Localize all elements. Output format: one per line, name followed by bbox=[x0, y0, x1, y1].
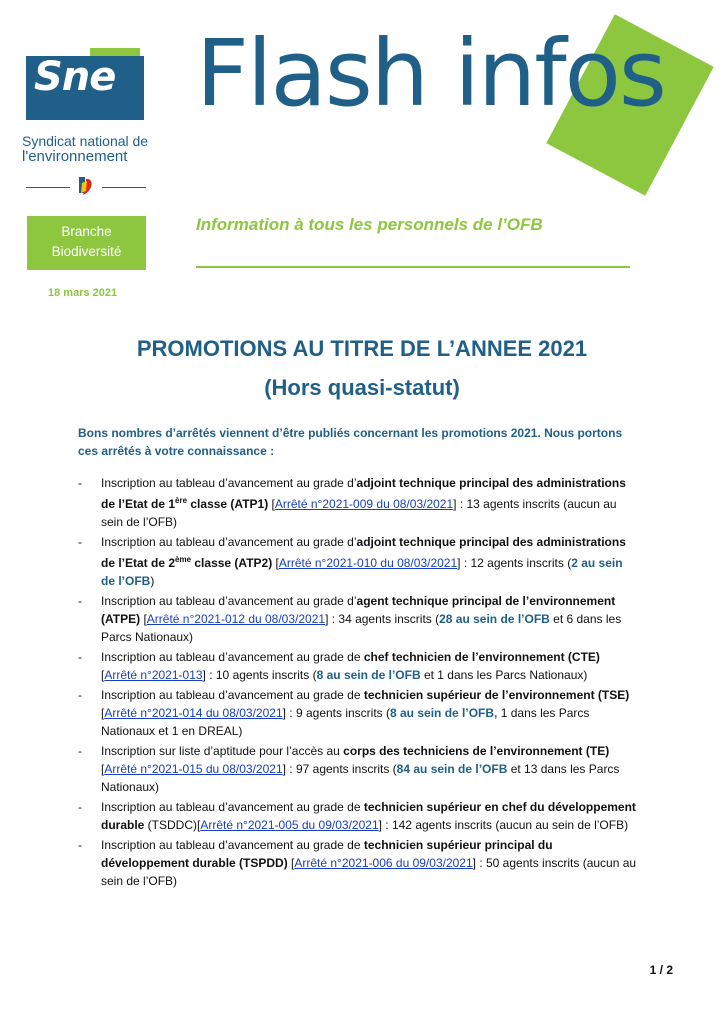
promotions-list bbox=[78, 474, 638, 892]
arrete-link[interactable]: Arrêté n°2021-013 bbox=[104, 668, 203, 682]
arrete-link[interactable]: Arrêté n°2021-012 du 08/03/2021 bbox=[146, 612, 326, 626]
org-name-line2: l'environnement bbox=[22, 148, 128, 165]
list-item: - Inscription au tableau d’avancement au grade de technicien supérieur de l’environnement (TSE) [Arrêté n°2021-014 du 08/03/2021] : 9 agents inscrits (8 au sein de l’OFB, 1 dans les Parcs Nationaux et 1 en DREAL) bbox=[78, 688, 630, 738]
page-title: Flash infos bbox=[196, 20, 665, 127]
arrete-link[interactable]: Arrêté n°2021-010 du 08/03/2021 bbox=[278, 556, 458, 570]
page-subtitle: Information à tous les personnels de l’OFB bbox=[196, 215, 543, 234]
arrete-link[interactable]: Arrêté n°2021-014 du 08/03/2021 bbox=[104, 706, 283, 720]
arrete-link[interactable]: Arrêté n°2021-015 du 08/03/2021 bbox=[104, 762, 283, 776]
list-item: - Inscription au tableau d’avancement au grade de technicien supérieur principal du développement durable (TSPDD) [Arrêté n°2021-006 du 09/03/2021] : 50 agents inscrits (aucun au sein de l’OFB) bbox=[78, 838, 637, 888]
arrete-link[interactable]: Arrêté n°2021-009 du 08/03/2021 bbox=[274, 497, 454, 511]
page-number: 1 / 2 bbox=[649, 963, 673, 977]
branch-line2: Biodiversité bbox=[51, 244, 122, 259]
list-item: - Inscription au tableau d’avancement au grade de technicien supérieur en chef du développement durable (TSDDC)[Arrêté n°2021-005 du 09/03/2021] : 142 agents inscrits (aucun au sein de l’OFB) bbox=[78, 800, 636, 832]
sne-logo bbox=[26, 48, 144, 120]
publication-date: 18 mars 2021 bbox=[48, 287, 118, 299]
list-item: - Inscription sur liste d’aptitude pour l’accès au corps des techniciens de l’environnement (TE) [Arrêté n°2021-015 du 08/03/2021] : 97 agents inscrits (84 au sein de l’OFB et 13 dans les Parcs Nationaux) bbox=[78, 744, 620, 794]
arrete-link[interactable]: Arrêté n°2021-006 du 09/03/2021 bbox=[294, 856, 473, 870]
branch-badge bbox=[27, 216, 146, 270]
divider-left bbox=[26, 187, 70, 188]
sub-heading: (Hors quasi-statut) bbox=[264, 375, 460, 400]
list-item: - Inscription au tableau d’avancement au grade d’agent technique principal de l’environnement (ATPE) [Arrêté n°2021-012 du 08/03/2021] : 34 agents inscrits (28 au sein de l’OFB et 6 dans les Parcs Nationaux) bbox=[78, 594, 622, 644]
org-name-line1: Syndicat national de bbox=[22, 133, 149, 149]
logo-text: Sne bbox=[34, 54, 116, 100]
list-item: - Inscription au tableau d’avancement au grade de chef technicien de l’environnement (CTE) [Arrêté n°2021-013] : 10 agents inscrits (8 au sein de l’OFB et 1 dans les Parcs Nationaux) bbox=[78, 650, 600, 682]
unsa-logo-icon bbox=[77, 175, 95, 197]
arrete-link[interactable]: Arrêté n°2021-005 du 09/03/2021 bbox=[200, 818, 379, 832]
divider-right bbox=[102, 187, 146, 188]
main-heading: PROMOTIONS AU TITRE DE L’ANNEE 2021 bbox=[136, 336, 588, 361]
subtitle-rule bbox=[196, 266, 630, 268]
intro-paragraph: Bons nombres d’arrêtés viennent d’être publiés concernant les promotions 2021. Nous portons ces arrêtés à votre connaissance : bbox=[78, 426, 623, 458]
list-item: - Inscription au tableau d’avancement au grade d’adjoint technique principal des administrations de l’Etat de 2ème classe (ATP2) [Arrêté n°2021-010 du 08/03/2021] : 12 agents inscrits (2 au sein de l’OFB) bbox=[78, 535, 626, 588]
list-item: - Inscription au tableau d’avancement au grade d’adjoint technique principal des administrations de l’Etat de 1ère classe (ATP1) [Arrêté n°2021-009 du 08/03/2021] : 13 agents inscrits (aucun au sein de l’OFB) bbox=[78, 476, 626, 529]
branch-line1: Branche bbox=[61, 224, 112, 239]
org-name bbox=[22, 133, 152, 165]
